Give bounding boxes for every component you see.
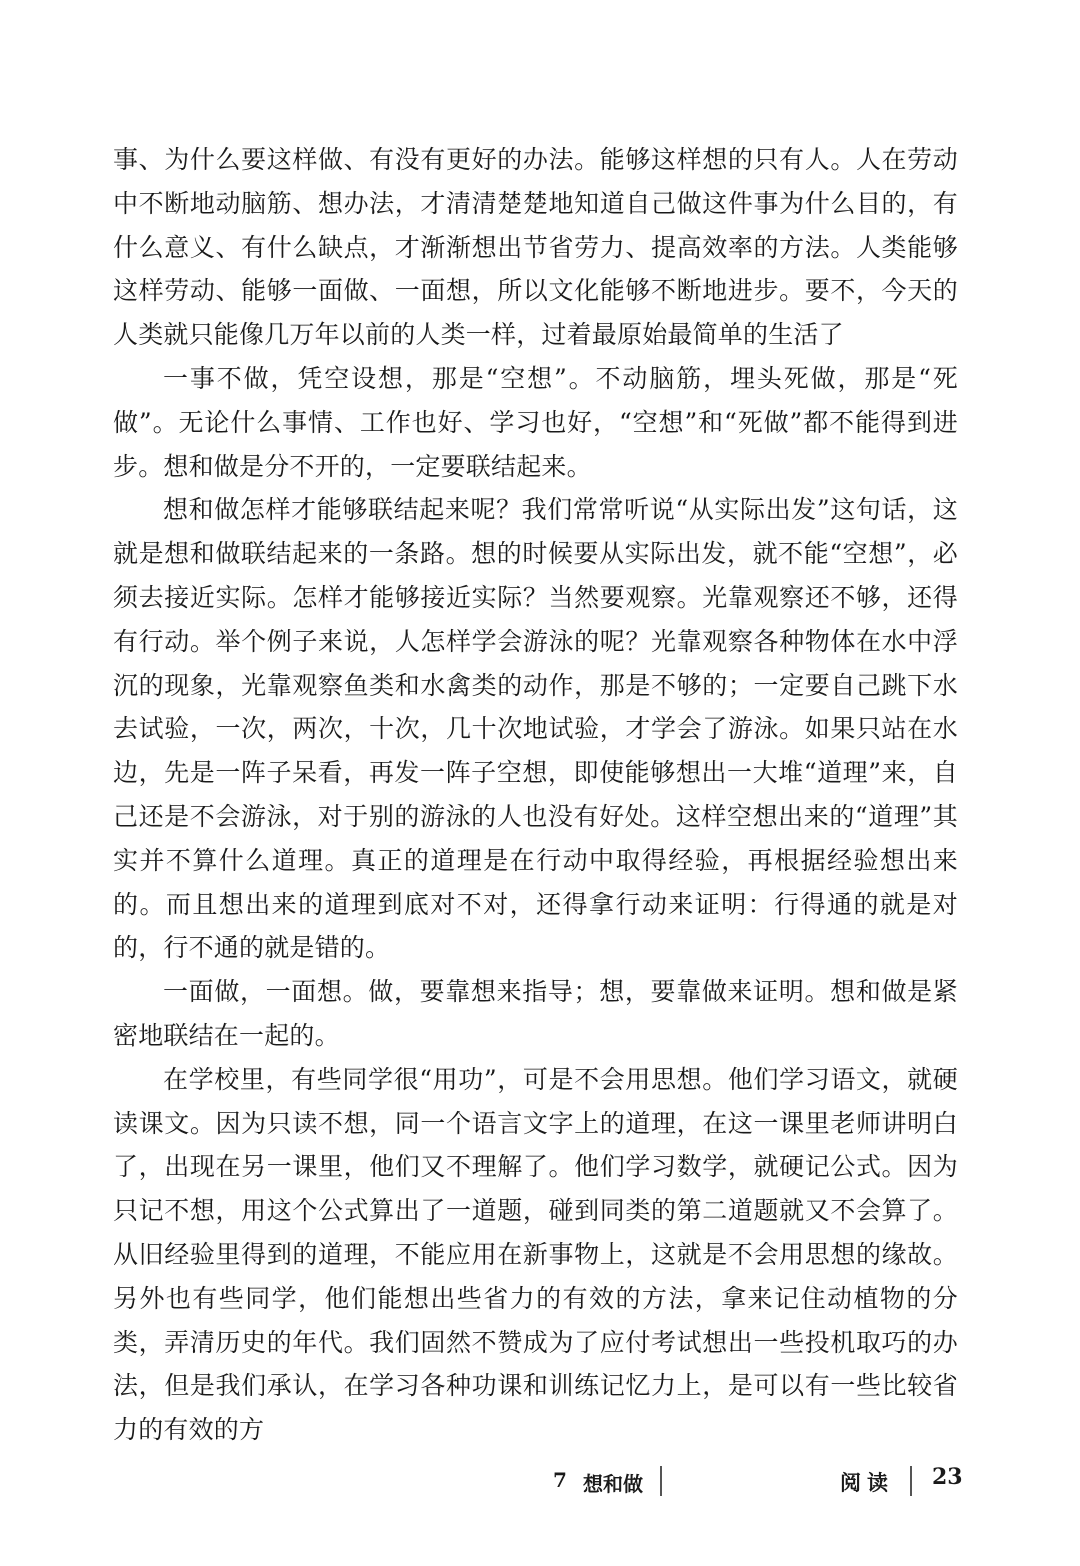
- paragraph: 一事不做，凭空设想，那是“空想”。不动脑筋，埋头死做，那是“死做”。无论什么事情、工作也好、学习也好，“空想”和“死做”都不能得到进步。想和做是分不开的，一定要联结起来。: [113, 363, 958, 481]
- paragraph: 在学校里，有些同学很“用功”，可是不会用思想。他们学习语文，就硬读课文。因为只读不想，同一个语言文字上的道理，在这一课里老师讲明白了，出现在另一课里，他们又不理解了。他们学习数学，就硬记公式。因为只记不想，用这个公式算出了一道题，碰到同类的第二道题就又不会算了。从旧经验里得到的道理，不能应用在新事物上，这就是不会用思想的缘故。另外也有些同学，他们能想出些省力的有效的方法，拿来记住动植物的分类，弄清历史的年代。我们固然不赞成为了应付考试想出一些投机取巧的办法，但是我们承认，在学习各种功课和训练记忆力上，是可以有一些比较省力的有效的方: [113, 1064, 958, 1445]
- page-number: 23: [932, 1464, 963, 1490]
- footer-divider: [660, 1466, 662, 1496]
- chapter-number: 7: [553, 1468, 567, 1492]
- page-footer: [0, 1462, 1080, 1502]
- section-label: 阅读: [840, 1470, 894, 1495]
- footer-divider: [910, 1466, 912, 1496]
- paragraph: 一面做，一面想。做，要靠想来指导；想，要靠做来证明。想和做是紧密地联结在一起的。: [113, 977, 958, 1050]
- paragraph: 想和做怎样才能够联结起来呢？我们常常听说“从实际出发”这句话，这就是想和做联结起来的一条路。想的时候要从实际出发，就不能“空想”，必须去接近实际。怎样才能够接近实际？当然要观察。光靠观察还不够，还得有行动。举个例子来说，人怎样学会游泳的呢？光靠观察各种物体在水中浮沉的现象，光靠观察鱼类和水禽类的动作，那是不够的；一定要自己跳下水去试验，一次，两次，十次，几十次地试验，才学会了游泳。如果只站在水边，先是一阵子呆看，再发一阵子空想，即使能够想出一大堆“道理”来，自己还是不会游泳，对于别的游泳的人也没有好处。这样空想出来的“道理”其实并不算什么道理。真正的道理是在行动中取得经验，再根据经验想出来的。而且想出来的道理到底对不对，还得拿行动来证明：行得通的就是对的，行不通的就是错的。: [113, 495, 958, 963]
- chapter-title: 想和做: [583, 1472, 643, 1496]
- paragraph: 事、为什么要这样做、有没有更好的办法。能够这样想的只有人。人在劳动中不断地动脑筋、想办法，才清清楚楚地知道自己做这件事为什么目的，有什么意义、有什么缺点，才渐渐想出节省劳力、提高效率的方法。人类能够这样劳动、能够一面做、一面想，所以文化能够不断地进步。要不，今天的人类就只能像几万年以前的人类一样，过着最原始最简单的生活了: [113, 145, 958, 350]
- body-text: [113, 138, 958, 1452]
